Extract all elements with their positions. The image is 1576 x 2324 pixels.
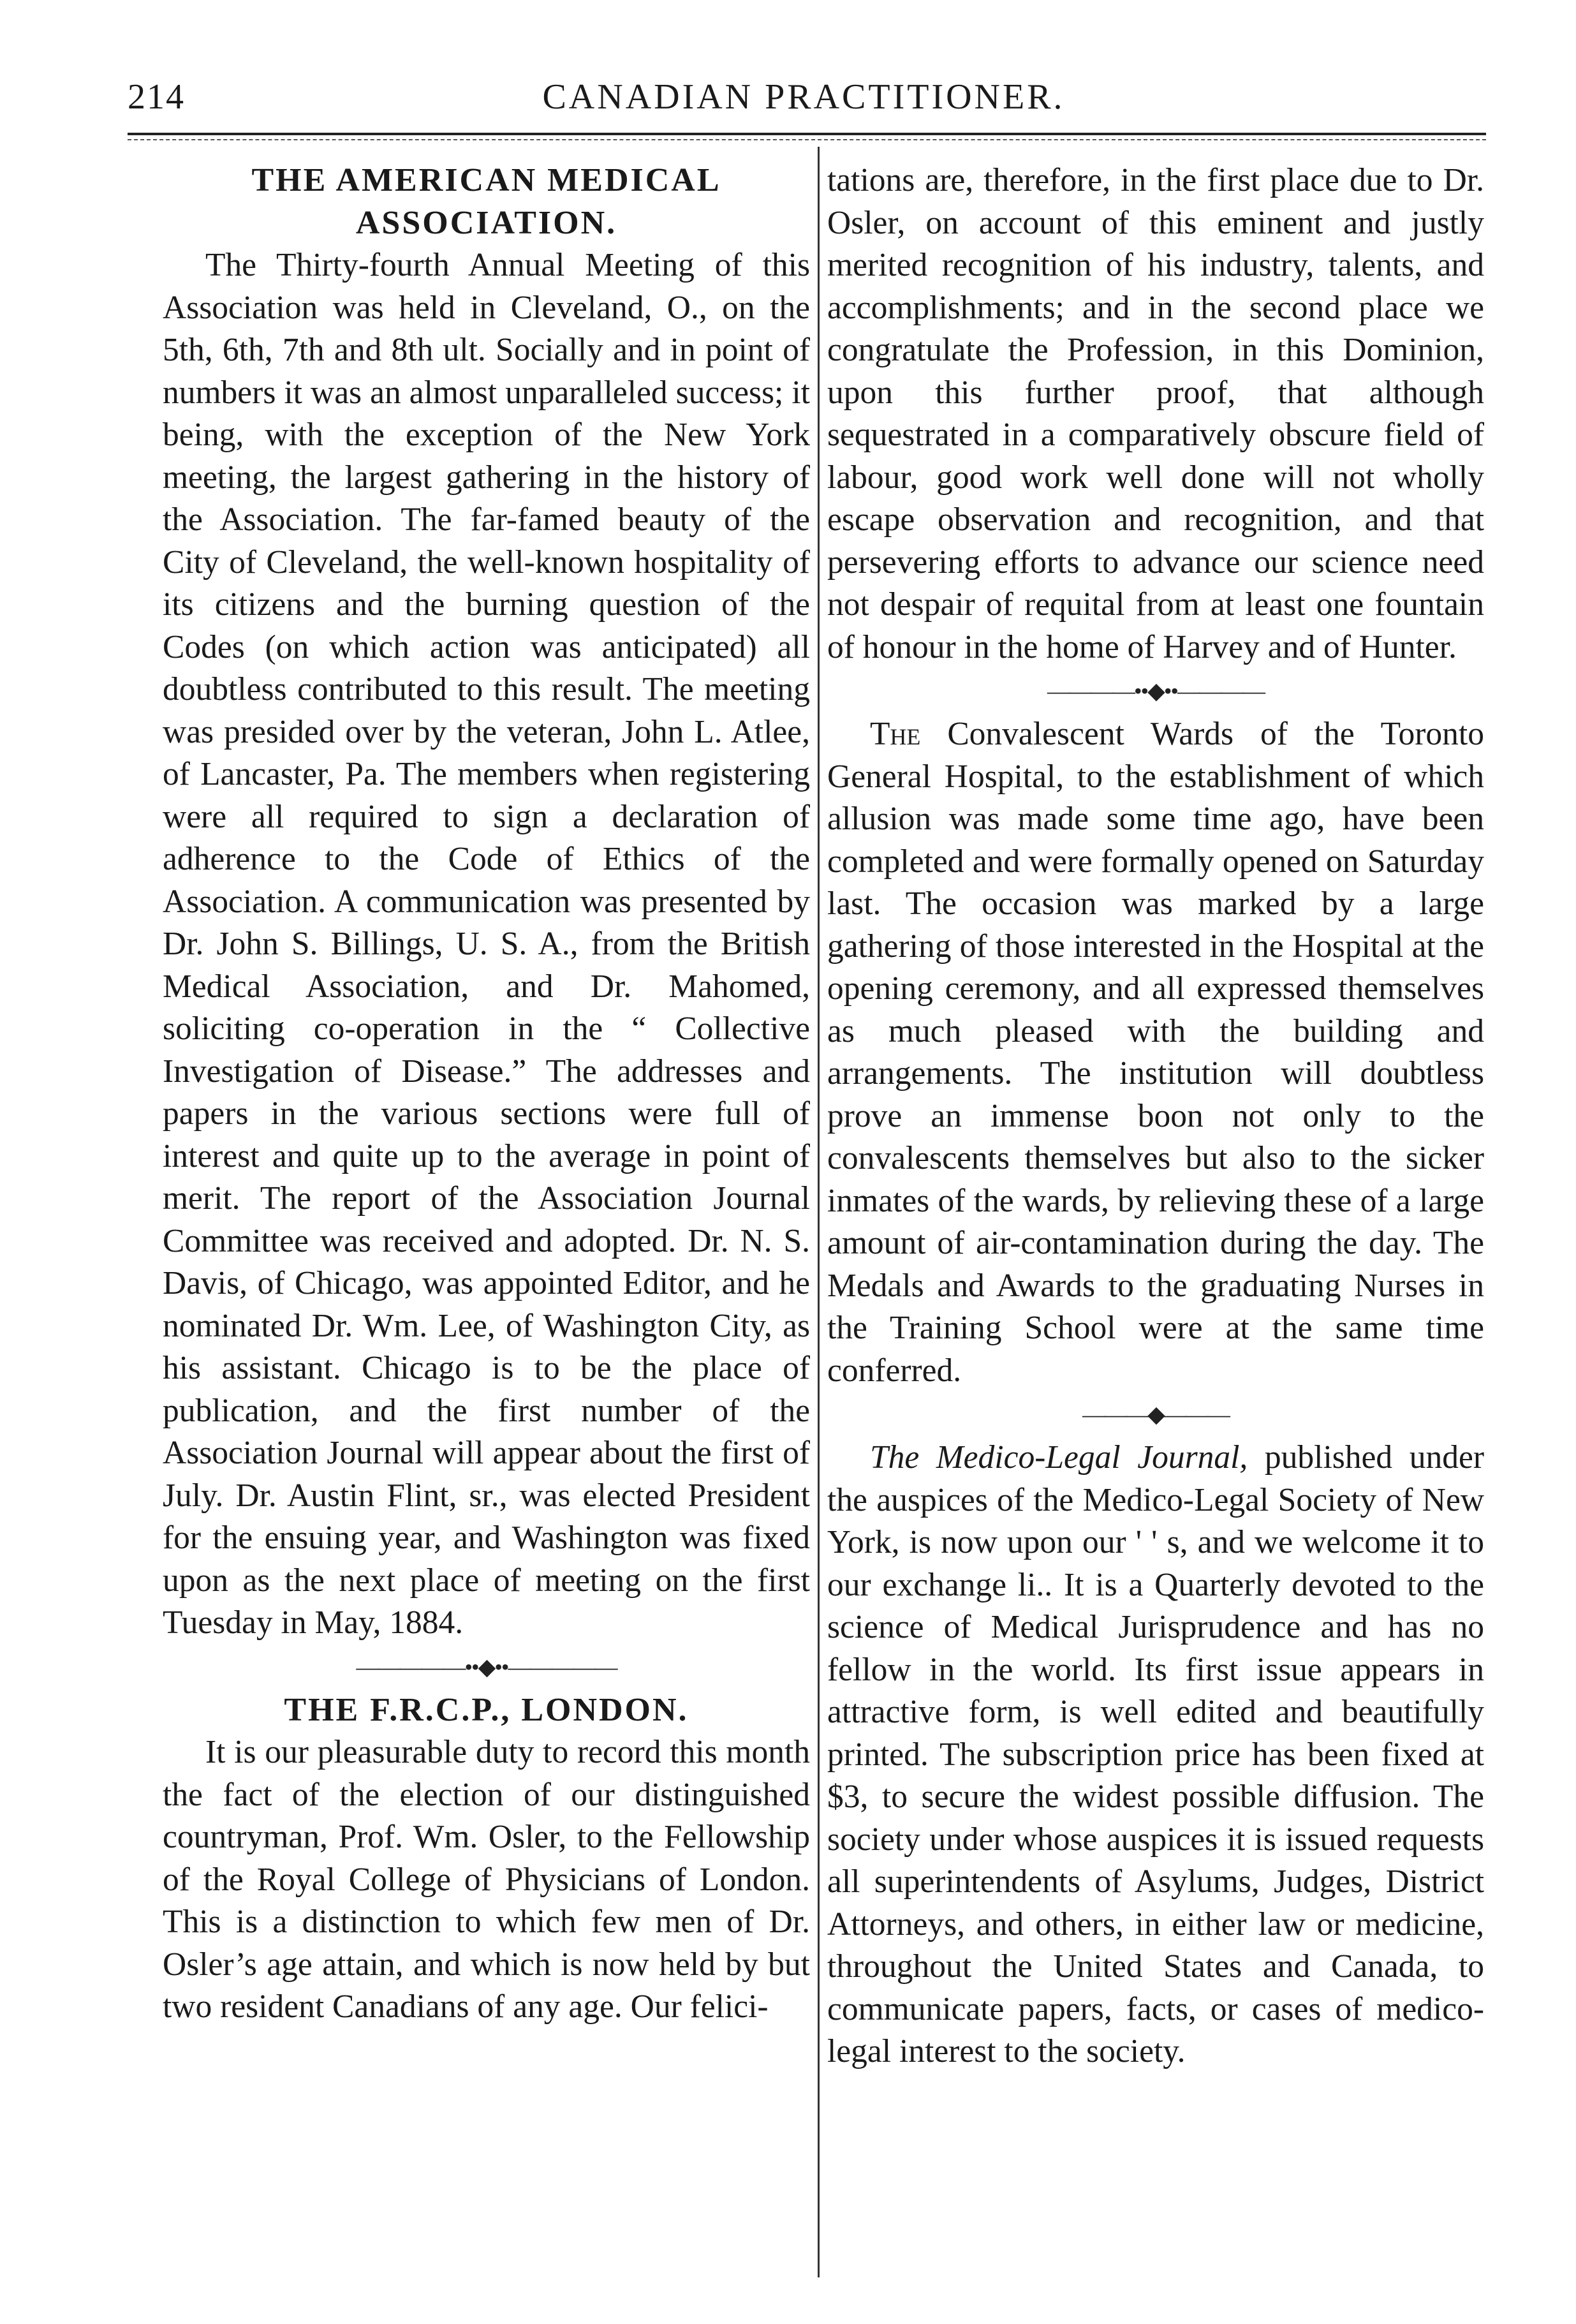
column-divider	[818, 147, 820, 2277]
article-body-frcp-continued: tations are, therefore, in the first place due to Dr. Osler, on account of this eminent and justly merited recognition of his industry, talents, and accomplishments; and in the second place we congratulate the Profession, in this Dominion, upon this further proof, that although sequestrated in a comparatively obscure field of labour, good work well done will not wholly escape observation and recognition, and that persevering efforts to advance our science need not despair of requital from at least one fountain of honour in the home of Harvey and of Hunter.	[827, 162, 1484, 665]
page-number: 214	[128, 77, 185, 117]
section-ornament: —————••◆••—————	[356, 1654, 617, 1680]
article-title-ama: THE AMERICAN MEDICAL ASSOCIATION.	[251, 162, 721, 241]
article-body-ama: The Thirty-fourth Annual Meeting of this Association was held in Cleveland, O., on the 5th, 6th, 7th and 8th ult. Socially and in point of numbers it was an almost unparalleled success; it being, with the exception of the New York meeting, the largest gathering in the history of the Association. The far-famed beauty of the City of Cleveland, the well-known hospitality of its citizens and the burning question of the Codes (on which action was anticipated) all doubtless contributed to this result. The meeting was presided over by the veteran, John L. Atlee, of Lancaster, Pa. The members when registering were all required to sign a declaration of adherence to the Code of Ethics of the Association. A communication was presented by Dr. John S. Billings, U. S. A., from the British Medical Association, and Dr. Mahomed, soliciting co-operation in the “ Collective Investigation of Disease.” The addresses and papers in the various sections were full of interest and quite up to the average in point of merit. The report of the Association Journal Committee was received and adopted. Dr. N. S. Davis, of Chicago, was appointed Editor, and he nominated Dr. Wm. Lee, of Washington City, as his assistant. Chicago is to be the place of publication, and the first number of the Association Journal will appear about the first of July. Dr. Austin Flint, sr., was elected President for the ensuing year, and Washington was fixed upon as the next place of meeting on the first Tuesday in May, 1884.	[163, 247, 810, 1641]
article-title-frcp: THE F.R.C.P., LONDON.	[284, 1691, 689, 1728]
article-body-convalescent: Convalescent Wards of the Toronto General Hospital, to the establishment of which allusion was made some time ago, have been completed and were formally opened on Saturday last. The occasion was marked by a large gathering of those interested in the Hospital at the opening ceremony, and all expressed themselves as much pleased with the building and arrangements. The institution will doubtless prove an immense boon not only to the convalescents themselves but also to the sicker inmates of the wards, by relieving these of a large amount of air-contamination during the day. The Medals and Awards to the graduating Nurses in the Training School were at the same time conferred.	[827, 716, 1484, 1389]
article-lead-word: The	[869, 716, 921, 752]
section-ornament: ———◆———	[1082, 1402, 1229, 1427]
right-column	[827, 159, 1484, 2284]
running-head	[128, 77, 1480, 128]
header-rule	[128, 133, 1486, 140]
section-ornament: ————••◆••————	[1047, 678, 1265, 704]
article-convalescent-wards	[827, 713, 1484, 1392]
article-body-medico-legal: published under the auspices of the Medico-Legal Society of New York, is now upon our ' ' s, and we welcome it to our exchange li.. It is a Quarterly devoted to the science of Medical Jurisprudence and has no fellow in the world. Its first issue appears in attractive form, is well edited and beautifully printed. The subscription price has been fixed at $3, to secure the widest possible diffusion. The society under whose auspices it is issued requests all superintendents of Asylums, Judges, District Attorneys, and others, in either law or medicine, throughout the United States and Canada, to communicate papers, facts, or cases of medico-legal interest to the society.	[827, 1439, 1484, 2069]
article-body-frcp: It is our pleasurable duty to record this month the fact of the election of our distinguished countryman, Prof. Wm. Osler, to the Fellowship of the Royal College of Physicians of London. This is a distinction to which few men of Dr. Osler’s age attain, and which is now held by but two resident Canadians of any age. Our felici-	[163, 1734, 810, 2025]
left-column	[163, 159, 810, 2284]
journal-name-italic: The Medico-Legal Journal,	[869, 1439, 1248, 1476]
article-medico-legal	[827, 1437, 1484, 2073]
journal-title: CANADIAN PRACTITIONER.	[542, 77, 1065, 117]
